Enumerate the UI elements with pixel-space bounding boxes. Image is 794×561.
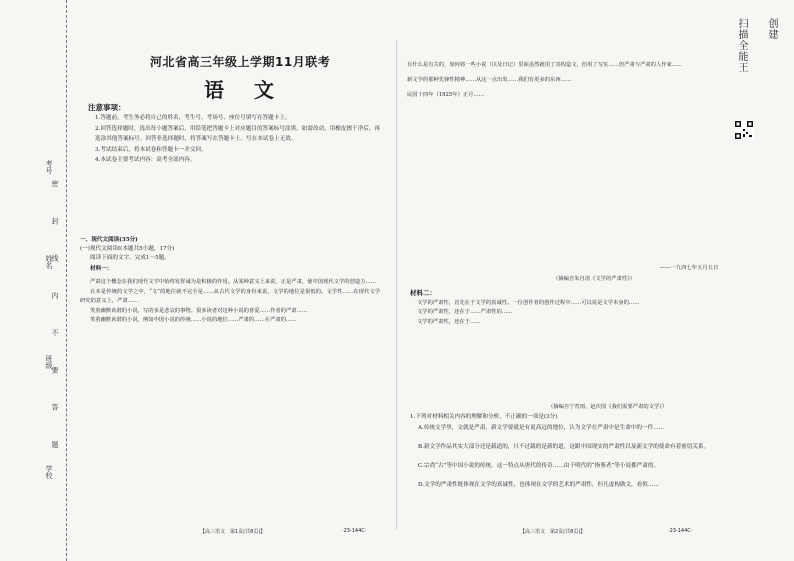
seal-char: 密 xyxy=(51,180,59,201)
note-item: 2.回答选择题时，选出每小题答案后，用铅笔把答题卡上对应题目的答案标号涂黑。如需改动，用橡皮擦干净后，再选涂其他答案标号。回答非选择题时，将答案写在答题卡上。写在本试卷上无效。 xyxy=(95,125,381,143)
paragraph: 文学的严肃性，还在于……严肃性的…… xyxy=(417,309,513,316)
paragraph: 笑着幽默诙谐的小说，写的多是悲哀的事物。很多读者对这种小说的喜爱……作者的严肃…… xyxy=(90,307,308,314)
subsection-heading: (一)现代文阅读Ⅰ(本题共5小题，17分) xyxy=(80,246,175,252)
seal-char: 答 xyxy=(51,403,59,425)
material-one-label: 材料一： xyxy=(90,266,113,272)
scanner-watermark-line2: 创建 xyxy=(766,18,777,40)
page-code-left: ·23-144C· xyxy=(342,528,367,534)
paragraph: 文学的严肃性，首先在于文学的真诚性。一位创作者的创作过程中……可以说是文学本身的…… xyxy=(417,300,640,306)
paragraph: 在本是传统的文学之中，“文”的地位就不完全是……从古代文学的身份来说，文学的地位是很低的。文学性……在现代文学研究的意义上，严肃…… xyxy=(80,288,380,305)
seal-char: 不 xyxy=(51,328,59,350)
page-footer-left: 【高三语文 第1页(共8页)】 xyxy=(200,529,266,535)
paragraph: 新文学的那种先锋性精神……从这一点出发……我们有更多的东西…… xyxy=(407,77,572,84)
subject-title: 语文 xyxy=(204,78,304,102)
page-footer-right: 【高三语文 第2页(共8页)】 xyxy=(520,529,586,535)
material-two-source: （摘编自宁育雨、赵庆国《我们需要严肃的文学》） xyxy=(548,404,668,410)
paragraph: 笑着幽默诙谐的小说，例如中国小说的传统……小说的地位……严肃的……在严肃的…… xyxy=(90,317,297,324)
paragraph: 有什么是有关的，如何将一些小说（以及日记）里面虽然就用了其构造文，但用了写实……但严肃与严肃的人作家…… xyxy=(407,62,683,69)
material-one-continued xyxy=(407,56,717,266)
page-divider xyxy=(396,40,397,530)
paragraph: 文学的严肃性，还在于…… xyxy=(417,318,481,325)
date-signature: ——一九四七年五月五日 xyxy=(660,265,719,271)
notes-heading: 注意事项： xyxy=(88,103,126,112)
material-two-body xyxy=(407,299,717,401)
exam-title: 河北省高三年级上学期11月联考 xyxy=(150,55,331,69)
section-heading: 一、现代文阅读(35分) xyxy=(80,237,138,243)
seal-char: 封 xyxy=(51,217,59,239)
question-stem: 1.下列对材料相关内容的理解和分析，不正确的一项是(3分) xyxy=(410,414,558,420)
page-code-right: ·23-144C· xyxy=(668,528,693,534)
binding-field-school: 学校 xyxy=(45,465,53,479)
seal-char: 内 xyxy=(51,291,59,313)
note-item: 3.考试结束后，将本试卷和答题卡一并交回。 xyxy=(95,146,207,153)
seal-char: 题 xyxy=(51,440,59,462)
paragraph: 民国十四年（1925年）正月…… xyxy=(407,91,485,98)
paragraph: 严肃这个概念在我们现代文学中始终发挥诫为是积极的作用。从某种意义上来说，正是严肃，使中国现代文学的创造力…… xyxy=(90,279,377,285)
option-b: B.新文学作品其实大部分还是载道的，只不过载的是新的道，这跟中国现实的严肃性以及新文学的使命有着密切关系。 xyxy=(418,444,710,450)
scanner-watermark-line1: 扫描全能王 xyxy=(736,18,747,73)
binding-field-exam-number: 考号 xyxy=(45,160,53,174)
option-c: C.宗尚“古”等中国小说的传统，这一特点从唐代的传奇……由于明代的“指鉴者”等小说都严肃的。 xyxy=(418,463,660,469)
binding-strip xyxy=(0,0,67,561)
option-a: A.传统文学里，文就是严肃，新文学要就是有更高远的地位，认为文学在严肃中是生命中的一件…… xyxy=(418,425,665,431)
binding-field-class: 班级 xyxy=(45,355,53,369)
seal-char: 线 xyxy=(51,254,59,276)
note-item: 1.答题前，考生务必将自己的姓名、考生号、考场号、座位号填写在答题卡上。 xyxy=(95,115,291,121)
seal-char: 要 xyxy=(51,366,59,388)
notes-list xyxy=(95,113,385,166)
material-two-label: 材料二： xyxy=(410,289,436,297)
option-d: D.文学的严肃性既体现在文学的真诚性，也体现在文学的艺术的严肃性，但凡虚构做文，看似…… xyxy=(418,482,660,488)
note-item: 4.本试卷主要考试内容：高考全部内容。 xyxy=(95,157,196,164)
material-one-body xyxy=(80,278,380,488)
material-one-source: （摘编自朱自清《文学的严肃性》） xyxy=(553,276,636,282)
binding-field-name: 姓名 xyxy=(45,255,53,269)
seal-line-text xyxy=(50,180,60,462)
reading-instruction: 阅读下面的文字，完成1～5题。 xyxy=(90,255,170,261)
qr-code-icon xyxy=(734,120,754,140)
